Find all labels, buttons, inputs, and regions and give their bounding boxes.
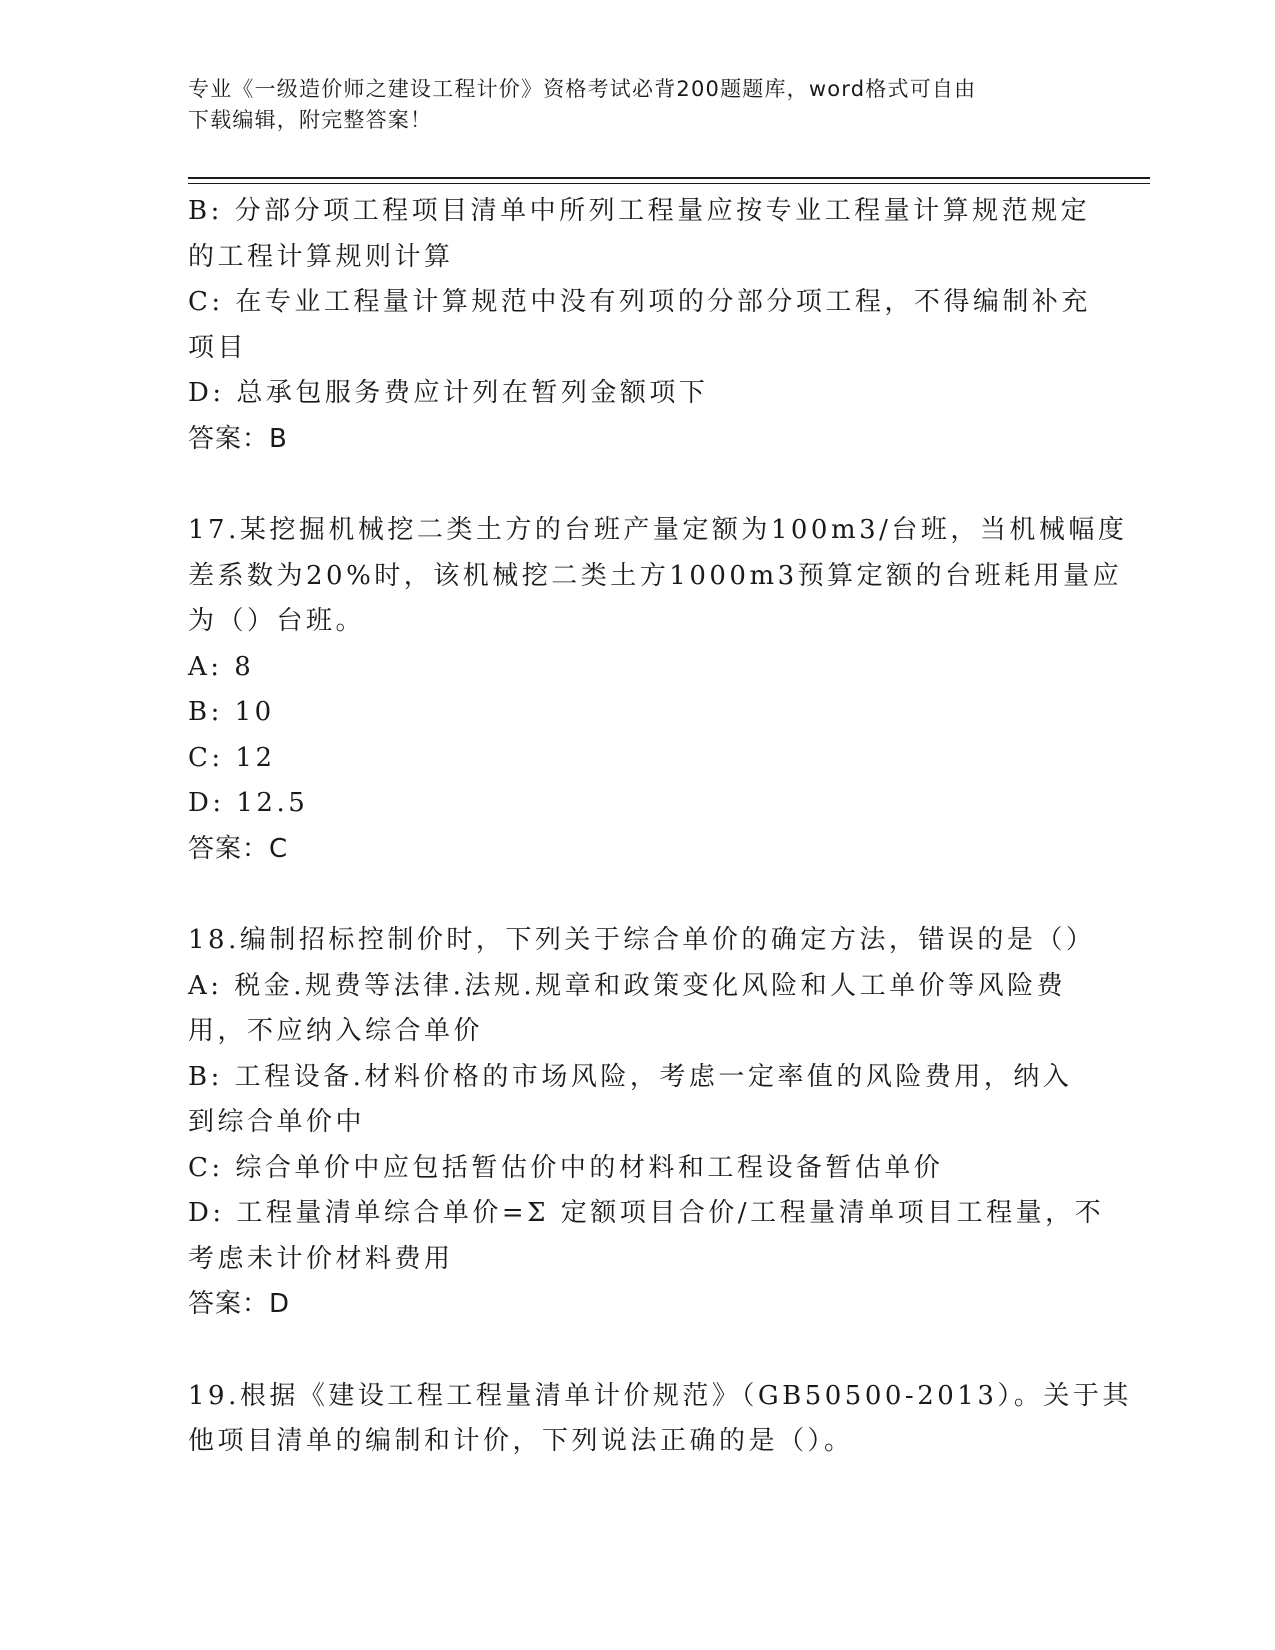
option-c-line-1: C: 在专业工程量计算规范中没有列项的分部分项工程，不得编制补充 <box>188 287 1091 317</box>
question-17-stem-line-3: 为（）台班。 <box>188 606 366 636</box>
question-18-answer: 答案：D <box>188 1289 291 1319</box>
question-19-stem-line-2: 他项目清单的编制和计价，下列说法正确的是（）。 <box>188 1426 854 1456</box>
document-header <box>188 74 1068 136</box>
question-18-stem: 18.编制招标控制价时，下列关于综合单价的确定方法，错误的是（） <box>188 925 1096 955</box>
spacer <box>188 1328 1088 1374</box>
question-18-option-a-line-1: A: 税金.规费等法律.法规.规章和政策变化风险和人工单价等风险费 <box>188 970 1067 1001</box>
question-17-option-d: D: 12.5 <box>188 788 309 818</box>
question-18-option-b-line-1: B: 工程设备.材料价格的市场风险，考虑一定率值的风险费用，纳入 <box>188 1061 1073 1092</box>
question-17-block <box>188 508 1128 872</box>
option-d-line-1: D: 总承包服务费应计列在暂列金额项下 <box>188 378 709 408</box>
question-17-option-b: B: 10 <box>188 697 275 727</box>
question-18-option-d-line-1: D: 工程量清单综合单价=Σ 定额项目合价/工程量清单项目工程量，不 <box>188 1198 1105 1228</box>
header-line-1: 专业《一级造价师之建设工程计价》资格考试必背200题题库，word格式可自由 <box>188 77 977 101</box>
header-divider-thick <box>188 177 1150 179</box>
question-17-answer: 答案：C <box>188 833 289 864</box>
option-b-line-1: B: 分部分项工程项目清单中所列工程量应按专业工程量计算规范规定 <box>188 196 1091 226</box>
spacer <box>188 462 1088 508</box>
question-content <box>188 189 1132 1465</box>
question-17-stem-line-2: 差系数为20%时，该机械挖二类土方1000m3预算定额的台班耗用量应 <box>188 560 1123 591</box>
question-18-option-a-line-2: 用，不应纳入综合单价 <box>188 1016 484 1046</box>
question-18-block <box>188 918 1105 1328</box>
header-divider-thin <box>188 183 1150 184</box>
option-b-line-2: 的工程计算规则计算 <box>188 241 454 272</box>
question-18-option-c-line-1: C: 综合单价中应包括暂估价中的材料和工程设备暂估单价 <box>188 1152 944 1183</box>
spacer <box>188 872 1088 918</box>
question-17-stem-line-1: 17.某挖掘机械挖二类土方的台班产量定额为100m3/台班，当机械幅度 <box>188 515 1128 545</box>
header-line-2: 下载编辑，附完整答案！ <box>188 108 433 132</box>
question-19-block <box>188 1374 1132 1465</box>
question-17-option-c: C: 12 <box>188 742 276 773</box>
answer-line: 答案：B <box>188 423 288 454</box>
prev-question-block <box>188 189 1091 462</box>
question-18-option-d-line-2: 考虑未计价材料费用 <box>188 1243 454 1274</box>
question-18-option-b-line-2: 到综合单价中 <box>188 1107 366 1137</box>
question-17-option-a: A: 8 <box>188 651 255 682</box>
option-c-line-2: 项目 <box>188 332 248 363</box>
question-19-stem-line-1: 19.根据《建设工程工程量清单计价规范》（GB50500-2013）。关于其 <box>188 1380 1132 1411</box>
